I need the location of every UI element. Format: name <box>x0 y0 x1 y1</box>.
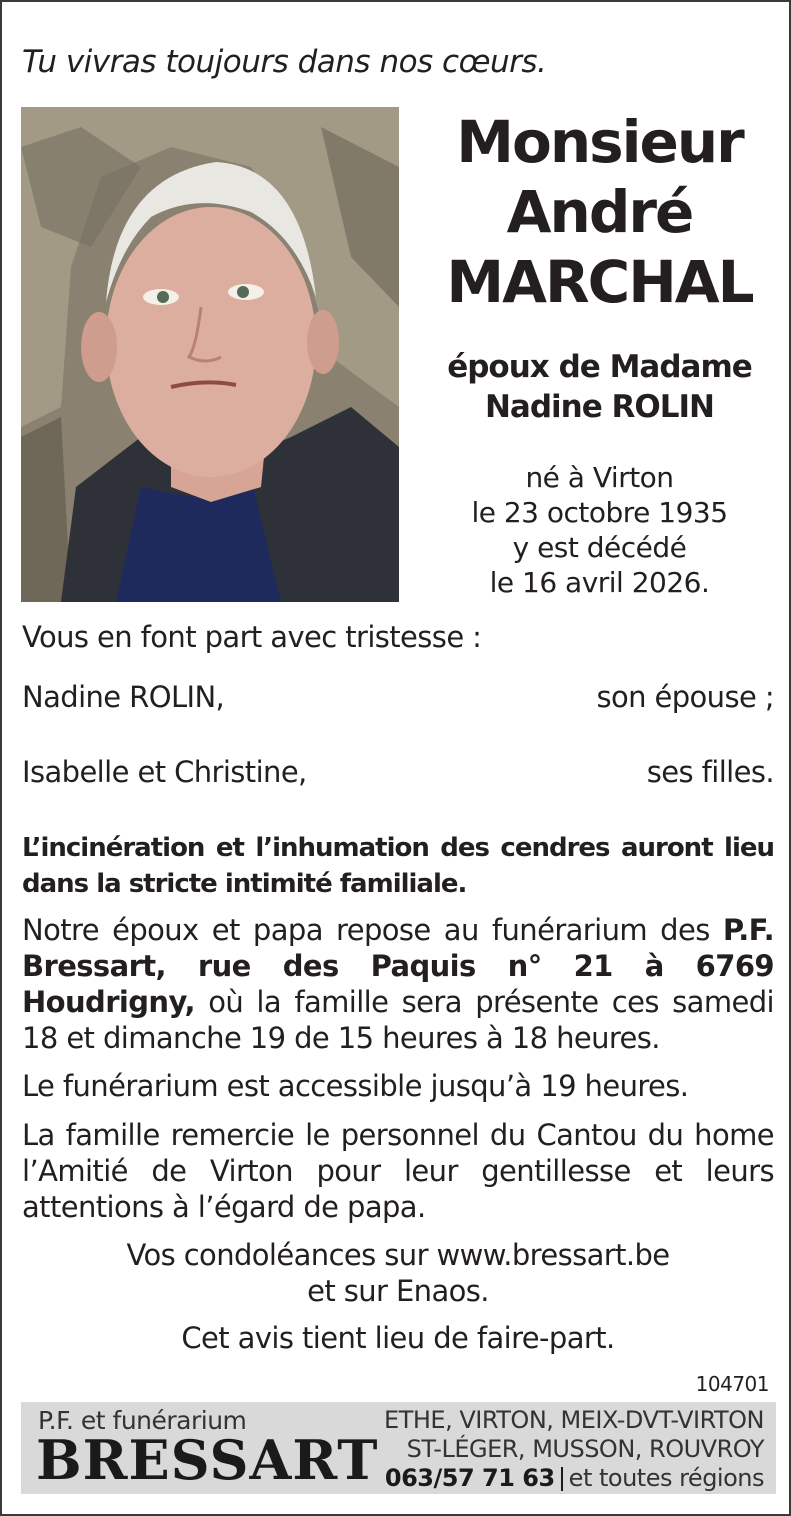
birth-death-info <box>422 460 777 600</box>
funeral-home-footer <box>21 1402 776 1494</box>
birth-place: né à Virton <box>525 461 674 494</box>
funerarium-address: P.F. Bressart, rue des Paquis n° 21 à 6769 Houdrigny, <box>22 913 774 1019</box>
funerarium-info <box>22 912 774 1056</box>
access-info: Le funérarium est accessible jusqu’à 19 heures. <box>22 1069 689 1103</box>
epigraph: Tu vivras toujours dans nos cœurs. <box>22 44 547 80</box>
ceremony-info: L’incinération et l’inhumation des cendres auront lieu dans la stricte intimité familiale. <box>22 833 774 899</box>
footer-locations <box>384 1406 764 1493</box>
phone-number: 063/57 71 63 <box>384 1464 555 1492</box>
footer-contact <box>384 1464 764 1493</box>
spouse-line-2: Nadine ROLIN <box>484 389 715 425</box>
funerarium-text-1: Notre époux et papa repose au funérarium des <box>22 913 723 947</box>
family-member-relation: son épouse ; <box>596 680 774 714</box>
funerarium-text-2: où la famille sera présente ces samedi 18 et dimanche 19 de 15 heures à 18 heures. <box>22 985 774 1055</box>
separator <box>561 1467 563 1491</box>
family-row <box>22 680 774 714</box>
footer-subtitle: P.F. et funérarium <box>38 1406 247 1435</box>
death-place: y est décédé <box>512 531 687 564</box>
deceased-last-name: MARCHAL <box>446 248 753 316</box>
condolences-line-2: et sur Enaos. <box>307 1274 489 1308</box>
thanks-message: La famille remercie le personnel du Cantou du home l’Amitié de Virton pour leur gentillesse et leurs attentions à l’égard de papa. <box>22 1118 774 1224</box>
family-member-name: Isabelle et Christine, <box>22 755 307 789</box>
deceased-title: Monsieur <box>456 108 743 176</box>
spouse-line-1: époux de Madame <box>447 349 752 385</box>
deceased-first-name: André <box>506 178 693 246</box>
footer-locations-line-2: ST-LÉGER, MUSSON, ROUVROY <box>406 1435 764 1463</box>
reference-number: 104701 <box>695 1372 769 1396</box>
family-member-name: Nadine ROLIN, <box>22 680 225 714</box>
deceased-name <box>422 107 777 317</box>
condolences <box>22 1237 774 1309</box>
condolences-line-1: Vos condoléances sur www.bressart.be <box>126 1238 670 1272</box>
death-date: le 16 avril 2026. <box>489 566 710 599</box>
regions-text: et toutes régions <box>568 1464 764 1492</box>
footer-locations-line-1: ETHE, VIRTON, MEIX-DVT-VIRTON <box>384 1406 764 1434</box>
notice-statement: Cet avis tient lieu de faire-part. <box>181 1321 615 1355</box>
family-row <box>22 755 774 789</box>
family-member-relation: ses filles. <box>646 755 774 789</box>
spouse-info <box>422 347 777 427</box>
funeral-home-logo: BRESSART <box>36 1428 379 1492</box>
announcement: Vous en font part avec tristesse : <box>22 620 482 654</box>
portrait-photo <box>21 107 399 602</box>
birth-date: le 23 octobre 1935 <box>471 496 728 529</box>
